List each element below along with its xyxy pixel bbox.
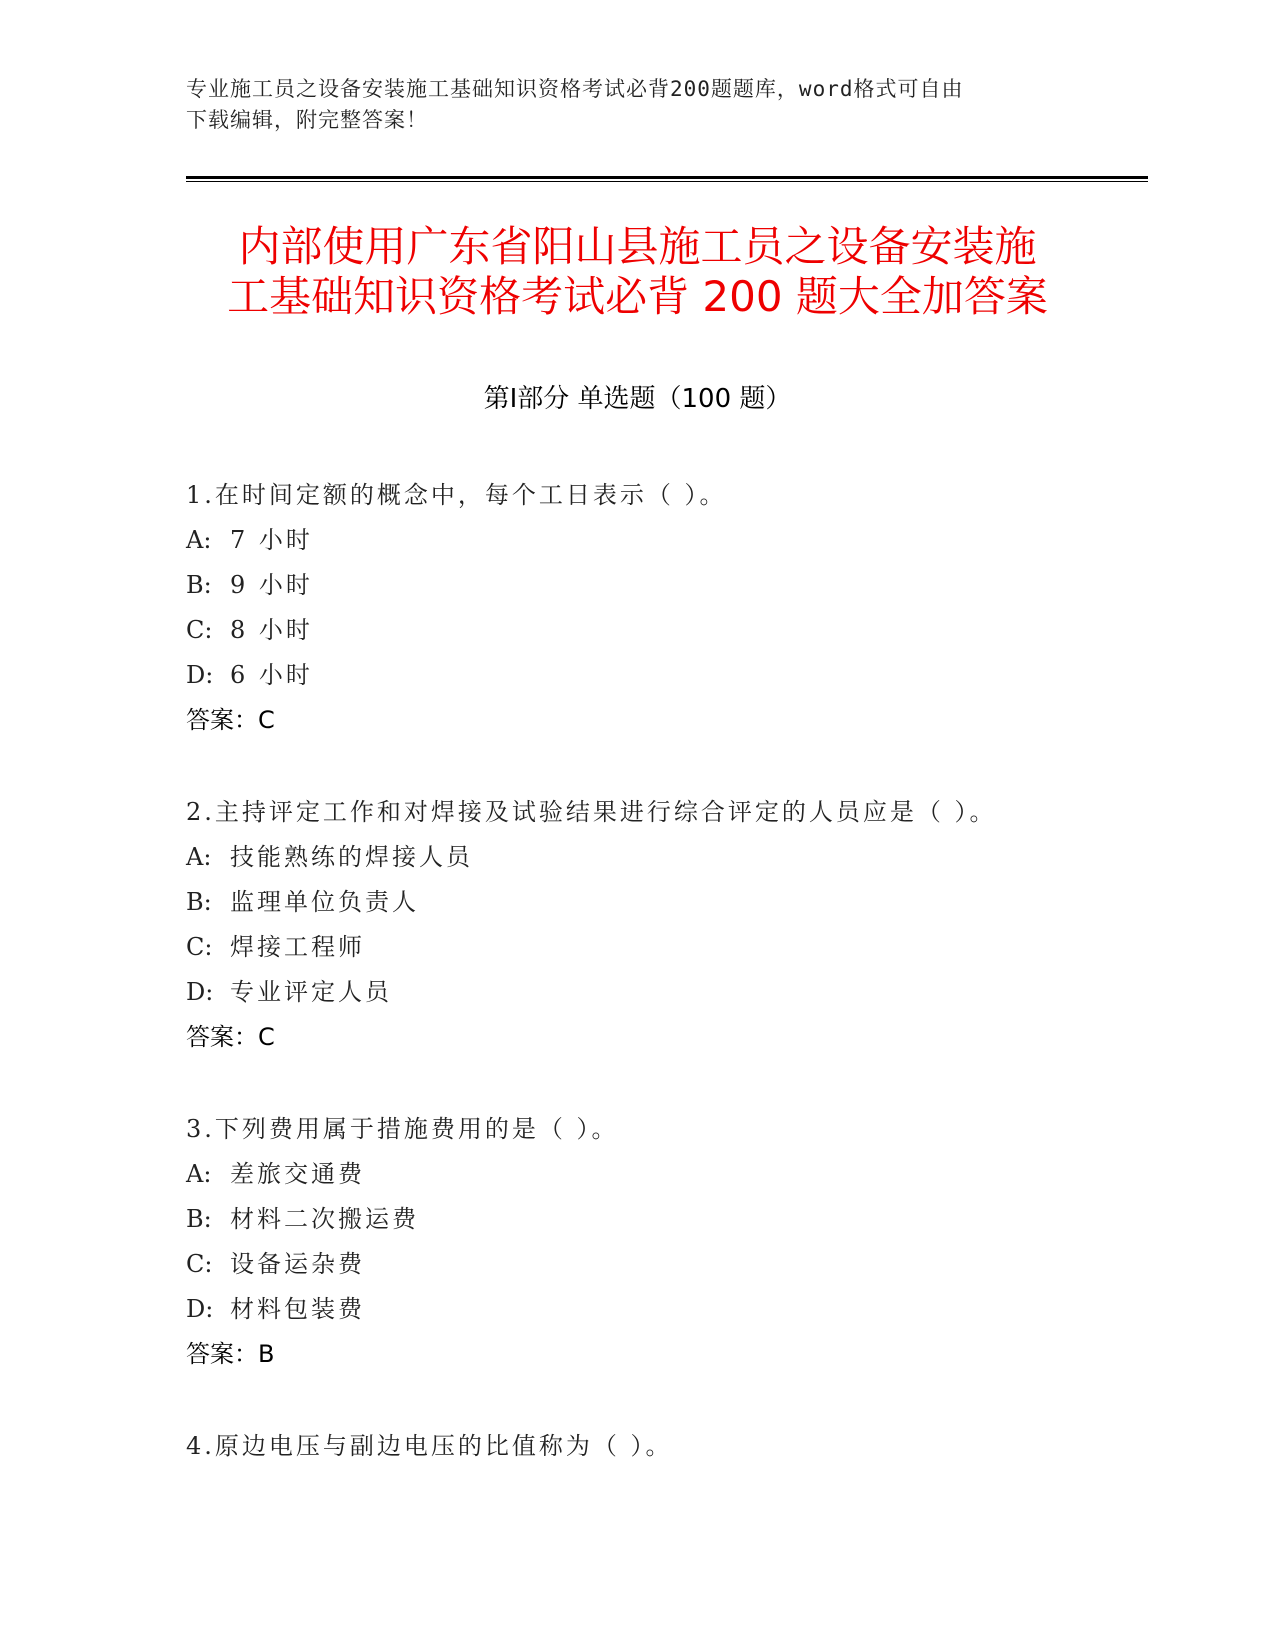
option-a: [186, 1152, 1126, 1197]
question-1: [186, 473, 1126, 743]
option-c: [186, 1242, 1126, 1287]
option-c: [186, 925, 1126, 970]
option-key: B:: [186, 1205, 212, 1233]
document-title-line-2: 工基础知识资格考试必背 200 题大全加答案: [227, 272, 1048, 321]
document-title-line-1: 内部使用广东省阳山县施工员之设备安装施: [238, 222, 1037, 271]
option-key: C:: [186, 1250, 213, 1278]
option-text: 9 小时: [230, 571, 313, 599]
answer: 答案：C: [186, 706, 275, 734]
option-key: D:: [186, 1295, 214, 1323]
header-rule-thin: [186, 181, 1148, 182]
question-stem: 3.下列费用属于措施费用的是（ ）。: [186, 1115, 619, 1143]
option-b: [186, 563, 1126, 608]
option-text: 6 小时: [230, 661, 313, 689]
header-note-line-1: 专业施工员之设备安装施工基础知识资格考试必背200题题库，word格式可自由: [186, 77, 964, 101]
option-d: [186, 970, 1126, 1015]
option-key: C:: [186, 933, 213, 961]
option-text: 7 小时: [230, 526, 313, 554]
option-d: [186, 1287, 1126, 1332]
answer: 答案：C: [186, 1023, 275, 1051]
option-text: 差旅交通费: [230, 1160, 365, 1188]
option-text: 技能熟练的焊接人员: [230, 843, 473, 871]
document-title: [150, 222, 1125, 322]
option-key: A:: [186, 1160, 212, 1188]
option-key: D:: [186, 978, 214, 1006]
option-a: [186, 835, 1126, 880]
option-key: A:: [186, 843, 212, 871]
question-stem: 1.在时间定额的概念中，每个工日表示（ ）。: [186, 481, 727, 509]
question-stem: 4.原边电压与副边电压的比值称为（ ）。: [186, 1432, 673, 1460]
option-d: [186, 653, 1126, 698]
question-stem: 2.主持评定工作和对焊接及试验结果进行综合评定的人员应是（ ）。: [186, 798, 997, 826]
option-key: D:: [186, 661, 214, 689]
option-text: 材料包装费: [230, 1295, 365, 1323]
option-c: [186, 608, 1126, 653]
option-text: 8 小时: [230, 616, 313, 644]
option-b: [186, 880, 1126, 925]
option-a: [186, 518, 1126, 563]
option-text: 材料二次搬运费: [230, 1205, 419, 1233]
question-2: [186, 790, 1126, 1060]
option-b: [186, 1197, 1126, 1242]
section-heading: 第Ⅰ部分 单选题（100 题）: [483, 384, 792, 414]
option-text: 专业评定人员: [230, 978, 392, 1006]
header-note: [186, 74, 1066, 136]
header-rule-thick: [186, 176, 1148, 179]
question-list: [186, 473, 1126, 1516]
question-4: [186, 1424, 1126, 1469]
option-key: C:: [186, 616, 213, 644]
header-note-line-2: 下载编辑，附完整答案！: [186, 108, 428, 132]
option-text: 监理单位负责人: [230, 888, 419, 916]
option-key: B:: [186, 888, 212, 916]
option-key: A:: [186, 526, 212, 554]
option-key: B:: [186, 571, 212, 599]
question-3: [186, 1107, 1126, 1377]
answer: 答案：B: [186, 1340, 275, 1368]
option-text: 设备运杂费: [230, 1250, 365, 1278]
option-text: 焊接工程师: [230, 933, 365, 961]
